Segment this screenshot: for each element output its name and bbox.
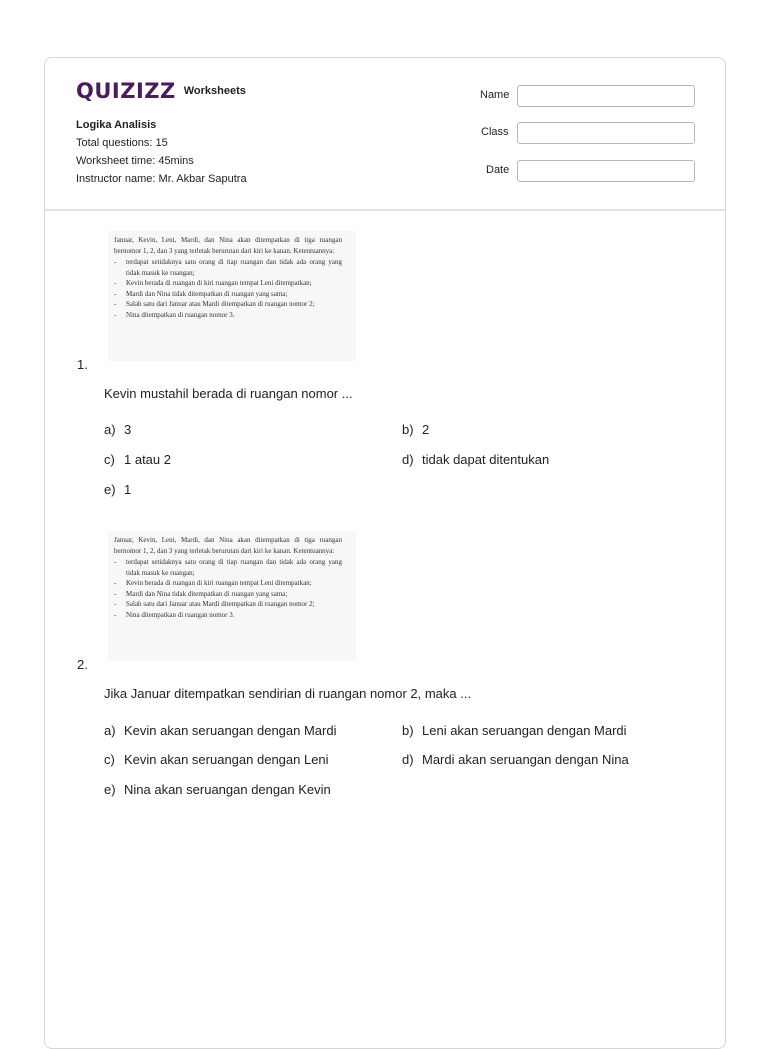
option-letter: d) [402,452,414,467]
option-text: Nina akan seruangan dengan Kevin [124,782,331,797]
option-letter: a) [104,723,116,738]
question-2-number: 2. [77,657,88,672]
quizizz-logo [76,79,246,103]
question-2-text: Jika Januar ditempatkan sendirian di ruangan nomor 2, maka ... [104,686,472,701]
image-rules [114,257,342,320]
question-2-option-c[interactable] [104,752,329,767]
option-text: Kevin akan seruangan dengan Mardi [124,723,337,738]
option-text: 1 [124,482,132,497]
image-rule: - Nina ditempatkan di ruangan nomor 3. [114,310,342,321]
question-1-option-a[interactable] [104,422,131,437]
question-1-option-b[interactable] [402,422,429,437]
image-rule: - Kevin berada di ruangan di kiri ruangan tempat Leni ditempatkan; [114,578,342,589]
option-text: 2 [422,422,430,437]
question-1-image [108,231,356,361]
option-letter: c) [104,452,115,467]
option-letter: b) [402,723,414,738]
image-rule: - Salah satu dari Januar atau Mardi ditempatkan di ruangan nomor 2; [114,599,342,610]
question-1-option-c[interactable] [104,452,171,467]
date-field[interactable] [517,160,695,182]
brand-subtitle: Worksheets [183,85,246,97]
image-rule: - Mardi dan Nina tidak ditempatkan di ruangan yang sama; [114,589,342,600]
image-rule: - Mardi dan Nina tidak ditempatkan di ruangan yang sama; [114,289,342,300]
question-1-option-e[interactable] [104,482,131,497]
worksheet-time: Worksheet time: 45mins [76,155,194,167]
image-rule: - terdapat setidaknya satu orang di tiap ruangan dan tidak ada orang yang tidak masuk ke ruangan; [114,557,342,578]
date-label: Date [486,164,510,176]
option-text: 1 atau 2 [124,452,171,467]
option-letter: e) [104,782,116,797]
option-letter: c) [104,752,115,767]
worksheet-page [44,57,726,1049]
option-text: Leni akan seruangan dengan Mardi [422,723,627,738]
name-label: Name [480,89,510,101]
option-text: Kevin akan seruangan dengan Leni [124,752,329,767]
brand-wordmark: QUIZIZZ [76,79,176,103]
option-letter: a) [104,422,116,437]
worksheet-meta [76,116,247,188]
worksheet-header [45,58,725,211]
question-2-image [108,531,356,661]
option-text: tidak dapat ditentukan [422,452,550,467]
option-letter: e) [104,482,116,497]
image-rule: - Salah satu dari Januar atau Mardi ditempatkan di ruangan nomor 2; [114,299,342,310]
image-rule: - Nina ditempatkan di ruangan nomor 3. [114,610,342,621]
worksheet-title: Logika Analisis [76,119,157,131]
option-text: Mardi akan seruangan dengan Nina [422,752,629,767]
question-1-image-text [114,235,342,320]
option-letter: d) [402,752,414,767]
question-1-number: 1. [77,357,88,372]
option-letter: b) [402,422,414,437]
question-1-option-d[interactable] [402,452,549,467]
image-rule: - Kevin berada di ruangan di kiri ruangan tempat Leni ditempatkan; [114,278,342,289]
total-questions: Total questions: 15 [76,137,168,149]
image-intro: Januar, Kevin, Leni, Mardi, dan Nina akan ditempatkan di tiga ruangan bernomor 1, 2, dan 3 yang terletak berurutan dari kiri ke kanan. Ketentuannya: [114,236,342,255]
question-2-option-a[interactable] [104,723,336,738]
question-2-option-e[interactable] [104,782,331,797]
class-field[interactable] [517,122,695,144]
option-text: 3 [124,422,132,437]
question-2-option-d[interactable] [402,752,629,767]
question-1-text: Kevin mustahil berada di ruangan nomor ... [104,386,353,401]
class-label: Class [481,126,509,138]
question-2-image-text [114,535,342,620]
question-2-option-b[interactable] [402,723,627,738]
image-intro: Januar, Kevin, Leni, Mardi, dan Nina akan ditempatkan di tiga ruangan bernomor 1, 2, dan 3 yang terletak berurutan dari kiri ke kanan. Ketentuannya: [114,536,342,555]
image-rules [114,557,342,620]
name-field[interactable] [517,85,695,107]
image-rule: - terdapat setidaknya satu orang di tiap ruangan dan tidak ada orang yang tidak masuk ke ruangan; [114,257,342,278]
instructor-name: Instructor name: Mr. Akbar Saputra [76,173,247,185]
